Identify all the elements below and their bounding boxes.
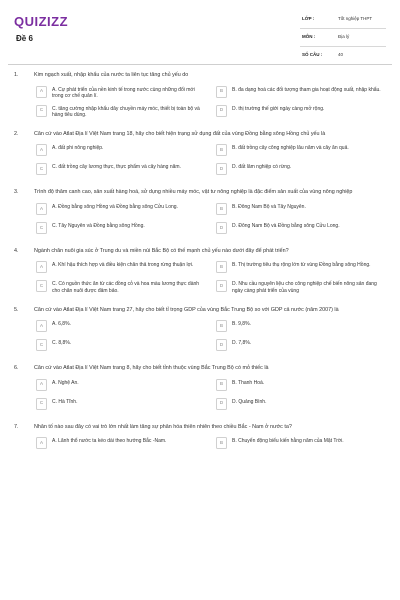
option-letter-box[interactable]: D: [216, 339, 227, 351]
option-text: C. Tây Nguyên và Đồng bằng sông Hồng.: [52, 222, 145, 229]
question-text: Căn cứ vào Atlat Địa lí Việt Nam trang 18, hãy cho biết hiện trạng sử dụng đất của vùng Đồng bằng sông Hồng chủ yếu là: [34, 130, 326, 137]
answer-option[interactable]: [216, 339, 386, 353]
answer-options: [36, 203, 386, 236]
answer-options: [36, 261, 386, 294]
option-letter-box[interactable]: A: [36, 261, 47, 273]
option-text: A. Đồng bằng sông Hồng và Đồng bằng sông Cửu Long.: [52, 203, 178, 210]
answer-option[interactable]: [36, 105, 206, 119]
option-text: C. đất trồng cây lương thực, thực phẩm và cây hàng năm.: [52, 164, 181, 171]
answer-option[interactable]: [36, 280, 206, 294]
question-text: Ngành chăn nuôi gia súc ở Trung du và miền núi Bắc Bộ có thế mạnh chủ yếu nào dưới đây để phát triển?: [34, 247, 289, 254]
question-header: [14, 131, 386, 139]
answer-option[interactable]: [216, 86, 386, 100]
option-letter-box[interactable]: C: [36, 163, 47, 175]
option-letter-box[interactable]: D: [216, 280, 227, 292]
exam-meta: [300, 14, 386, 68]
question-number: 2.: [14, 130, 19, 137]
answer-option[interactable]: [216, 280, 386, 294]
answer-option[interactable]: [36, 379, 206, 393]
question-text: Nhân tố nào sau đây có vai trò lớn nhất làm tăng sự phân hóa thiên nhiên theo chiều Bắc - Nam ở nước ta?: [34, 423, 292, 430]
option-letter-box[interactable]: C: [36, 339, 47, 351]
option-letter-box[interactable]: C: [36, 280, 47, 292]
option-letter-box[interactable]: A: [36, 203, 47, 215]
answer-option[interactable]: [216, 379, 386, 393]
answer-option[interactable]: [36, 398, 206, 412]
option-letter-box[interactable]: D: [216, 105, 227, 117]
answer-option[interactable]: [216, 203, 386, 217]
meta-value: Địa lý: [338, 34, 350, 39]
option-text: D. Đông Nam Bộ và Đồng bằng sông Cửu Long.: [232, 222, 340, 229]
question-header: [14, 365, 386, 373]
answer-options: [36, 379, 386, 412]
question-header: [14, 424, 386, 432]
option-letter-box[interactable]: B: [216, 320, 227, 332]
question-number: 6.: [14, 365, 19, 372]
question-item: [14, 189, 386, 248]
question-list: [0, 72, 400, 463]
question-header: [14, 72, 386, 80]
answer-option[interactable]: [216, 320, 386, 334]
option-text: A. 6,8%.: [52, 321, 71, 328]
option-text: D. Nhu cầu nguyên liệu cho công nghiệp chế biến nông sản đang ngày càng phát triển của vùng: [232, 281, 377, 294]
answer-option[interactable]: [36, 203, 206, 217]
answer-option[interactable]: [216, 163, 386, 177]
question-header: [14, 189, 386, 197]
quizizz-logo: QUIZIZZ: [14, 14, 69, 29]
question-item: [14, 365, 386, 424]
answer-option[interactable]: [36, 261, 206, 275]
option-letter-box[interactable]: A: [36, 437, 47, 449]
option-letter-box[interactable]: B: [216, 379, 227, 391]
option-text: B. 9,8%.: [232, 321, 251, 328]
option-text: A. đất phi nông nghiệp.: [52, 145, 104, 152]
meta-row-class: [300, 14, 386, 29]
meta-row-subject: [300, 32, 386, 47]
answer-option[interactable]: [36, 222, 206, 236]
option-letter-box[interactable]: D: [216, 222, 227, 234]
option-letter-box[interactable]: D: [216, 163, 227, 175]
option-text: B. đất trồng cây công nghiệp lâu năm và cây ăn quả.: [232, 145, 349, 152]
question-number: 4.: [14, 247, 19, 254]
answer-option[interactable]: [216, 398, 386, 412]
question-header: [14, 248, 386, 256]
option-text: B. Thanh Hoá.: [232, 379, 265, 386]
meta-value: 40: [338, 52, 344, 57]
option-text: C. Hà Tĩnh.: [52, 398, 78, 405]
option-text: C. 8,8%.: [52, 340, 72, 347]
answer-options: [36, 86, 386, 119]
option-text: B. Chuyển động biểu kiến hằng năm của Mặt Trời.: [232, 438, 344, 445]
answer-options: [36, 144, 386, 177]
option-text: D. 7,8%.: [232, 340, 252, 347]
option-text: B. đa dạng hoá các đối tượng tham gia hoạt động xuất, nhập khẩu.: [232, 86, 381, 93]
option-letter-box[interactable]: C: [36, 222, 47, 234]
meta-label: MÔN :: [302, 34, 316, 39]
answer-option[interactable]: [216, 222, 386, 236]
option-letter-box[interactable]: C: [36, 105, 47, 117]
option-text: A. Khí hậu thích hợp và điều kiện chăn thả trong rừng thuận lợi.: [52, 262, 194, 269]
question-text: Trình độ thâm canh cao, sản xuất hàng hoá, sử dụng nhiều máy móc, vật tư nông nghiệp là đặc điểm sản xuất của vùng nông nghiệp: [34, 189, 353, 196]
option-text: D. đất lâm nghiệp có rừng.: [232, 164, 292, 171]
option-letter-box[interactable]: B: [216, 86, 227, 98]
question-item: [14, 72, 386, 131]
meta-label: SỐ CÂU :: [302, 52, 323, 57]
option-text: D. thị trường thế giới ngày càng mở rộng.: [232, 105, 325, 112]
answer-option[interactable]: [36, 163, 206, 177]
option-letter-box[interactable]: A: [36, 144, 47, 156]
answer-option[interactable]: [36, 339, 206, 353]
option-letter-box[interactable]: B: [216, 437, 227, 449]
answer-option[interactable]: [216, 437, 386, 451]
option-text: A. Cự phát triển của nền kinh tế trong nước cùng những đổi mới trong cơ chế quản lí.: [52, 86, 195, 100]
answer-option[interactable]: [36, 86, 206, 100]
question-text: Căn cứ vào Atlat Địa lí Việt Nam trang 8, hãy cho biết tỉnh thuộc vùng Bắc Trung Bộ có mỏ thiếc là: [34, 365, 269, 372]
question-item: [14, 248, 386, 307]
option-text: A. Nghệ An.: [52, 379, 79, 386]
answer-option[interactable]: [216, 144, 386, 158]
question-number: 3.: [14, 189, 19, 196]
option-text: C. Có nguồn thức ăn từ các đồng cỏ và hoa màu lương thực dành cho chăn nuôi được đảm bảo.: [52, 281, 200, 294]
answer-option[interactable]: [36, 320, 206, 334]
answer-option[interactable]: [216, 261, 386, 275]
option-letter-box[interactable]: D: [216, 398, 227, 410]
meta-label: LỚP :: [302, 16, 315, 21]
option-letter-box[interactable]: A: [36, 86, 47, 98]
question-text: Căn cứ vào Atlat Địa lí Việt Nam trang 27, hãy cho biết tỉ trọng GDP của vùng Bắc Trung Bộ so với GDP cả nước (năm 2007) là: [34, 306, 339, 313]
question-item: [14, 424, 386, 464]
question-text: Kim ngạch xuất, nhập khẩu của nước ta liên tục tăng chủ yếu do: [34, 72, 189, 78]
answer-option[interactable]: [36, 144, 206, 158]
exam-title: Đề 6: [16, 34, 33, 43]
option-letter-box[interactable]: A: [36, 320, 47, 332]
option-letter-box[interactable]: C: [36, 398, 47, 410]
question-number: 1.: [14, 72, 19, 78]
option-text: A. Lãnh thổ nước ta kéo dài theo hướng Bắc -Nam.: [52, 438, 167, 445]
question-item: [14, 307, 386, 366]
answer-option[interactable]: [36, 437, 206, 451]
option-text: B. Đông Nam Bộ và Tây Nguyên.: [232, 203, 306, 210]
answer-options: [36, 437, 386, 451]
answer-option[interactable]: [216, 105, 386, 119]
option-text: B. Thị trường tiêu thụ rộng lớn từ vùng Đồng bằng sông Hồng.: [232, 262, 371, 269]
header-divider: [8, 64, 392, 65]
option-text: C. tăng cường nhập khẩu dây chuyền máy móc, thiết bị toàn bộ và hàng tiêu dùng.: [52, 105, 200, 119]
option-letter-box[interactable]: B: [216, 203, 227, 215]
option-letter-box[interactable]: B: [216, 144, 227, 156]
answer-options: [36, 320, 386, 353]
meta-row-count: [300, 50, 386, 65]
question-item: [14, 131, 386, 190]
question-number: 7.: [14, 423, 19, 430]
meta-value: Tốt nghiệp THPT: [338, 16, 373, 21]
option-letter-box[interactable]: B: [216, 261, 227, 273]
question-header: [14, 307, 386, 315]
question-number: 5.: [14, 306, 19, 313]
worksheet-header: [0, 0, 400, 62]
option-letter-box[interactable]: A: [36, 379, 47, 391]
option-text: D. Quảng Bình.: [232, 398, 267, 405]
